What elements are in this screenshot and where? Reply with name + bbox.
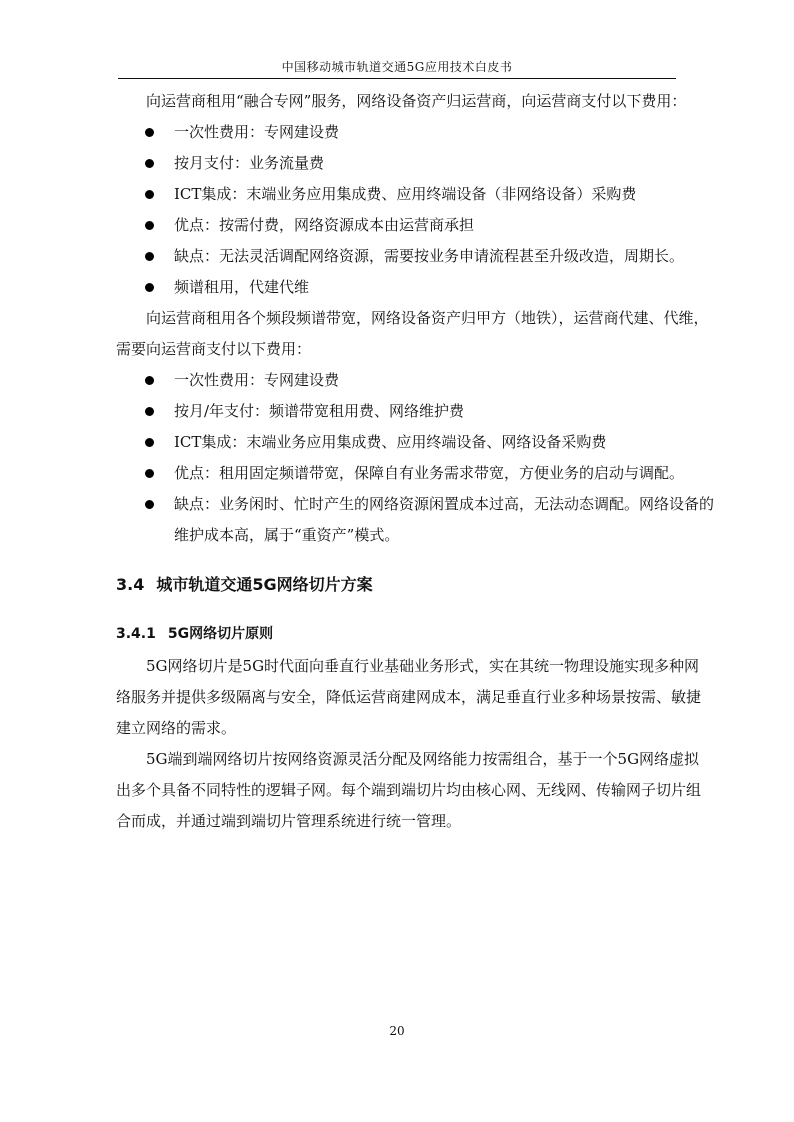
bullet-list-spectrum-lease	[116, 365, 714, 551]
list-item	[116, 241, 714, 272]
bullet-icon	[145, 128, 154, 137]
body-paragraph: 5G端到端网络切片按网络资源灵活分配及网络能力按需组合，基于一个5G网络虚拟出多个具备不同特性的逻辑子网。每个端到端切片均由核心网、无线网、传输网子切片组合而成，并通过端到端切片管理系统进行统一管理。	[116, 750, 702, 830]
list-item	[116, 489, 714, 551]
section-number: 3.4	[116, 575, 145, 594]
list-item-text: 一次性费用：专网建设费	[174, 123, 340, 141]
intro-paragraph-spectrum-lease: 向运营商租用各个频段频谱带宽，网络设备资产归甲方（地铁），运营商代建、代维，需要向运营商支付以下费用：	[116, 309, 709, 358]
list-item	[116, 365, 714, 396]
list-item-text: ICT集成：末端业务应用集成费、应用终端设备、网络设备采购费	[174, 433, 607, 451]
list-item-text: 缺点：业务闲时、忙时产生的网络资源闲置成本过高，无法动态调配。网络设备的维护成本高，属于“重资产”模式。	[174, 495, 715, 544]
list-item-text: 优点：租用固定频谱带宽，保障自有业务需求带宽，方便业务的启动与调配。	[174, 464, 685, 482]
list-item-text: ICT集成：末端业务应用集成费、应用终端设备（非网络设备）采购费	[174, 185, 637, 203]
list-item	[116, 458, 714, 489]
section-heading	[116, 565, 714, 605]
bullet-icon	[145, 376, 154, 385]
list-item-text: 按月/年支付：频谱带宽租用费、网络维护费	[174, 402, 465, 420]
list-item-text: 按月支付：业务流量费	[174, 154, 325, 172]
subsection-title: 5G网络切片原则	[167, 626, 274, 642]
page-body	[116, 86, 714, 837]
body-paragraph: 5G网络切片是5G时代面向垂直行业基础业务形式，实在其统一物理设施实现多种网络服务并提供多级隔离与安全，降低运营商建网成本，满足垂直行业多种场景按需、敏捷建立网络的需求。	[116, 657, 702, 737]
bullet-icon	[145, 438, 154, 447]
list-item-text: 一次性费用：专网建设费	[174, 371, 340, 389]
list-item	[116, 396, 714, 427]
bullet-icon	[145, 190, 154, 199]
list-item	[116, 148, 714, 179]
list-item-text: 优点：按需付费，网络资源成本由运营商承担	[174, 216, 475, 234]
running-header: 中国移动城市轨道交通5G应用技术白皮书	[281, 60, 513, 74]
bullet-icon	[145, 159, 154, 168]
list-item	[116, 427, 714, 458]
bullet-icon	[145, 252, 154, 261]
list-item	[116, 179, 714, 210]
bullet-list-lease-service	[116, 117, 714, 303]
list-item-text: 频谱租用，代建代维	[174, 278, 310, 296]
bullet-icon	[145, 407, 154, 416]
list-item	[116, 210, 714, 241]
list-item	[116, 117, 714, 148]
header-rule	[118, 78, 676, 79]
bullet-icon	[145, 221, 154, 230]
bullet-icon	[145, 469, 154, 478]
subsection-number: 3.4.1	[116, 626, 156, 642]
bullet-icon	[145, 500, 154, 509]
intro-paragraph-lease-service: 向运营商租用“融合专网”服务，网络设备资产归运营商，向运营商支付以下费用：	[146, 92, 687, 110]
page-number: 20	[389, 1024, 405, 1038]
list-item	[116, 272, 714, 303]
section-title: 城市轨道交通5G网络切片方案	[156, 575, 373, 594]
list-item-text: 缺点：无法灵活调配网络资源，需要按业务申请流程甚至升级改造，周期长。	[174, 247, 685, 265]
subsection-heading	[116, 617, 714, 651]
bullet-icon	[145, 283, 154, 292]
